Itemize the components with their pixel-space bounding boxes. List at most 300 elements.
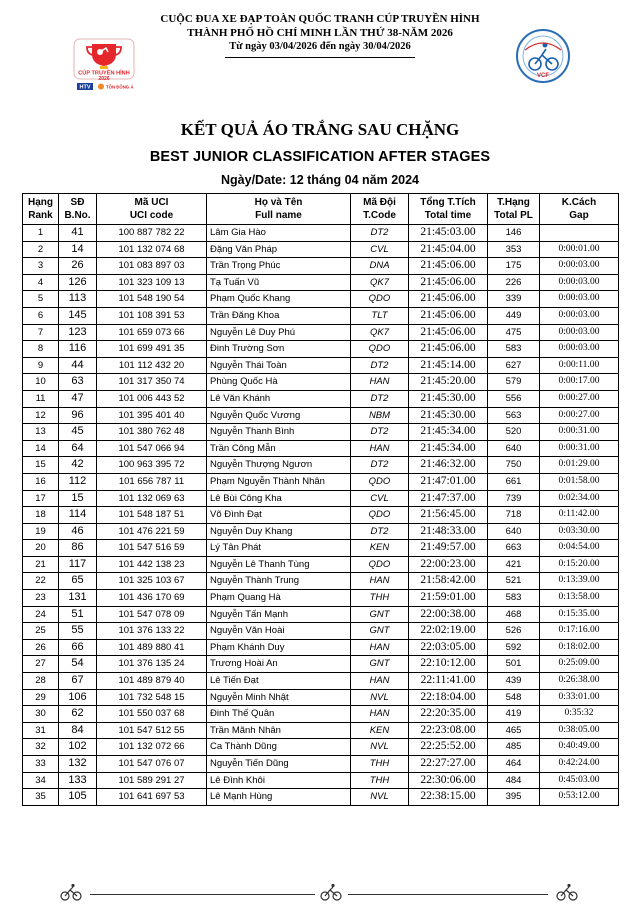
table-row bbox=[23, 307, 619, 324]
table-row bbox=[23, 357, 619, 374]
cell-total-time: 21:56:45.00 bbox=[409, 507, 488, 524]
cell-gap: 0:01:29.00 bbox=[540, 457, 619, 474]
table-row bbox=[23, 739, 619, 756]
cell-rider-name: Nguyễn Thành Trung bbox=[207, 573, 351, 590]
table-row bbox=[23, 390, 619, 407]
cell-uci-code: 101 699 491 35 bbox=[97, 341, 207, 358]
cell-gap: 0:38:05.00 bbox=[540, 722, 619, 739]
cell-total-pl: 226 bbox=[488, 274, 540, 291]
cell-team-code: QK7 bbox=[351, 324, 409, 341]
cell-rank: 25 bbox=[23, 623, 59, 640]
cell-gap: 0:18:02.00 bbox=[540, 639, 619, 656]
cell-uci-code: 101 006 443 52 bbox=[97, 390, 207, 407]
cell-total-time: 22:10:12.00 bbox=[409, 656, 488, 673]
cell-bib-number: 113 bbox=[59, 291, 97, 308]
cell-total-time: 21:45:06.00 bbox=[409, 274, 488, 291]
cell-total-time: 22:18:04.00 bbox=[409, 689, 488, 706]
cell-total-time: 22:30:06.00 bbox=[409, 772, 488, 789]
cell-uci-code: 101 476 221 59 bbox=[97, 523, 207, 540]
cell-rank: 9 bbox=[23, 357, 59, 374]
table-row bbox=[23, 722, 619, 739]
footer-rule-left bbox=[90, 894, 315, 895]
cell-total-pl: 583 bbox=[488, 341, 540, 358]
cell-rank: 34 bbox=[23, 772, 59, 789]
table-row bbox=[23, 639, 619, 656]
cell-bib-number: 117 bbox=[59, 556, 97, 573]
cell-total-pl: 718 bbox=[488, 507, 540, 524]
cell-uci-code: 101 659 073 66 bbox=[97, 324, 207, 341]
cell-total-pl: 663 bbox=[488, 540, 540, 557]
cell-total-pl: 556 bbox=[488, 390, 540, 407]
cell-team-code: THH bbox=[351, 772, 409, 789]
cell-rider-name: Nguyễn Thanh Bình bbox=[207, 424, 351, 441]
cell-team-code: HAN bbox=[351, 673, 409, 690]
cell-gap: 0:00:31.00 bbox=[540, 440, 619, 457]
cell-total-pl: 146 bbox=[488, 225, 540, 242]
cell-rider-name: Đặng Văn Pháp bbox=[207, 241, 351, 258]
cell-gap: 0:40:49.00 bbox=[540, 739, 619, 756]
cell-gap: 0:04:54.00 bbox=[540, 540, 619, 557]
cell-gap: 0:33:01.00 bbox=[540, 689, 619, 706]
cell-uci-code: 101 548 187 51 bbox=[97, 507, 207, 524]
report-date: Ngày/Date: 12 tháng 04 năm 2024 bbox=[221, 173, 419, 187]
cell-rider-name: Nguyễn Thượng Ngươn bbox=[207, 457, 351, 474]
cell-gap: 0:03:30.00 bbox=[540, 523, 619, 540]
cell-rank: 8 bbox=[23, 341, 59, 358]
cell-uci-code: 101 376 135 24 bbox=[97, 656, 207, 673]
cell-bib-number: 112 bbox=[59, 473, 97, 490]
cell-total-pl: 592 bbox=[488, 639, 540, 656]
cell-rider-name: Phùng Quốc Hà bbox=[207, 374, 351, 391]
cell-rider-name: Lê Văn Khánh bbox=[207, 390, 351, 407]
cell-rider-name: Nguyễn Thái Toàn bbox=[207, 357, 351, 374]
cell-gap: 0:13:39.00 bbox=[540, 573, 619, 590]
event-title-line2: THÀNH PHỐ HỒ CHÍ MINH LẦN THỨ 38-NĂM 2026 bbox=[187, 27, 453, 39]
cell-uci-code: 101 323 109 13 bbox=[97, 274, 207, 291]
cell-total-time: 22:23:08.00 bbox=[409, 722, 488, 739]
cell-total-pl: 339 bbox=[488, 291, 540, 308]
cell-gap: 0:17:16.00 bbox=[540, 623, 619, 640]
cell-rank: 5 bbox=[23, 291, 59, 308]
cell-rank: 21 bbox=[23, 556, 59, 573]
cup-truyen-hinh-logo bbox=[70, 38, 138, 92]
cell-rider-name: Nguyễn Quốc Vương bbox=[207, 407, 351, 424]
cell-team-code: NBM bbox=[351, 407, 409, 424]
cell-total-time: 21:45:04.00 bbox=[409, 241, 488, 258]
cell-rank: 14 bbox=[23, 440, 59, 457]
cell-team-code: CVL bbox=[351, 241, 409, 258]
cell-uci-code: 101 547 516 59 bbox=[97, 540, 207, 557]
cell-bib-number: 96 bbox=[59, 407, 97, 424]
cell-team-code: GNT bbox=[351, 606, 409, 623]
cell-rank: 2 bbox=[23, 241, 59, 258]
cell-team-code: HAN bbox=[351, 573, 409, 590]
cell-bib-number: 64 bbox=[59, 440, 97, 457]
col-header-gap: K.Cách Gap bbox=[540, 194, 619, 225]
cell-rider-name: Ca Thành Dũng bbox=[207, 739, 351, 756]
table-row bbox=[23, 507, 619, 524]
cell-rider-name: Đinh Thế Quân bbox=[207, 706, 351, 723]
cell-rider-name: Lâm Gia Hào bbox=[207, 225, 351, 242]
cell-bib-number: 65 bbox=[59, 573, 97, 590]
cell-rank: 28 bbox=[23, 673, 59, 690]
cell-uci-code: 101 132 069 63 bbox=[97, 490, 207, 507]
cell-total-time: 21:45:14.00 bbox=[409, 357, 488, 374]
table-row bbox=[23, 241, 619, 258]
cell-rider-name: Đinh Trường Sơn bbox=[207, 341, 351, 358]
cell-team-code: CVL bbox=[351, 490, 409, 507]
cell-uci-code: 101 317 350 74 bbox=[97, 374, 207, 391]
table-row bbox=[23, 689, 619, 706]
cell-team-code: HAN bbox=[351, 706, 409, 723]
table-row bbox=[23, 772, 619, 789]
cell-bib-number: 62 bbox=[59, 706, 97, 723]
cell-rank: 7 bbox=[23, 324, 59, 341]
cell-uci-code: 101 547 076 07 bbox=[97, 756, 207, 773]
cell-rank: 35 bbox=[23, 789, 59, 806]
cell-total-time: 22:03:05.00 bbox=[409, 639, 488, 656]
cell-team-code: DT2 bbox=[351, 225, 409, 242]
table-row bbox=[23, 407, 619, 424]
table-row bbox=[23, 324, 619, 341]
cell-bib-number: 63 bbox=[59, 374, 97, 391]
cell-team-code: THH bbox=[351, 756, 409, 773]
cell-total-time: 21:46:32.00 bbox=[409, 457, 488, 474]
cell-total-time: 22:00:38.00 bbox=[409, 606, 488, 623]
cell-gap: 0:45:03.00 bbox=[540, 772, 619, 789]
cell-uci-code: 101 589 291 27 bbox=[97, 772, 207, 789]
cell-gap: 0:01:58.00 bbox=[540, 473, 619, 490]
cell-bib-number: 114 bbox=[59, 507, 97, 524]
cell-rank: 11 bbox=[23, 390, 59, 407]
cell-total-time: 21:45:06.00 bbox=[409, 341, 488, 358]
cell-rank: 19 bbox=[23, 523, 59, 540]
cell-uci-code: 101 083 897 03 bbox=[97, 258, 207, 275]
col-header-time: Tổng T.Tích Total time bbox=[409, 194, 488, 225]
cell-team-code: DT2 bbox=[351, 457, 409, 474]
cell-total-time: 22:00:23.00 bbox=[409, 556, 488, 573]
cell-bib-number: 42 bbox=[59, 457, 97, 474]
cell-rider-name: Lê Tiến Đạt bbox=[207, 673, 351, 690]
cell-total-pl: 465 bbox=[488, 722, 540, 739]
cell-uci-code: 101 112 432 20 bbox=[97, 357, 207, 374]
table-row bbox=[23, 556, 619, 573]
cell-gap: 0:53:12.00 bbox=[540, 789, 619, 806]
cell-bib-number: 67 bbox=[59, 673, 97, 690]
cell-team-code: NVL bbox=[351, 789, 409, 806]
cell-total-time: 21:47:01.00 bbox=[409, 473, 488, 490]
cell-rank: 30 bbox=[23, 706, 59, 723]
cell-uci-code: 100 887 782 22 bbox=[97, 225, 207, 242]
cell-gap: 0:02:34.00 bbox=[540, 490, 619, 507]
cell-rank: 29 bbox=[23, 689, 59, 706]
cell-uci-code: 101 548 190 54 bbox=[97, 291, 207, 308]
results-table bbox=[22, 193, 619, 806]
table-row bbox=[23, 258, 619, 275]
cell-total-pl: 739 bbox=[488, 490, 540, 507]
cell-rider-name: Nguyễn Lê Thanh Tùng bbox=[207, 556, 351, 573]
cyclist-icon bbox=[556, 883, 578, 901]
cell-team-code: DT2 bbox=[351, 390, 409, 407]
cell-total-time: 21:45:06.00 bbox=[409, 324, 488, 341]
cell-rider-name: Tạ Tuấn Vũ bbox=[207, 274, 351, 291]
cell-rider-name: Lê Bùi Công Kha bbox=[207, 490, 351, 507]
cell-total-pl: 484 bbox=[488, 772, 540, 789]
cell-total-time: 21:45:34.00 bbox=[409, 440, 488, 457]
cell-total-time: 22:20:35.00 bbox=[409, 706, 488, 723]
cell-bib-number: 116 bbox=[59, 341, 97, 358]
cell-gap: 0:00:03.00 bbox=[540, 341, 619, 358]
col-header-name: Họ và Tên Full name bbox=[207, 194, 351, 225]
cell-rank: 31 bbox=[23, 722, 59, 739]
cell-team-code: DT2 bbox=[351, 523, 409, 540]
cell-uci-code: 101 395 401 40 bbox=[97, 407, 207, 424]
cell-rider-name: Lê Mạnh Hùng bbox=[207, 789, 351, 806]
cell-team-code: HAN bbox=[351, 639, 409, 656]
cell-bib-number: 47 bbox=[59, 390, 97, 407]
col-header-bib: SĐ B.No. bbox=[59, 194, 97, 225]
cell-bib-number: 66 bbox=[59, 639, 97, 656]
cell-rank: 18 bbox=[23, 507, 59, 524]
table-row bbox=[23, 789, 619, 806]
table-row bbox=[23, 756, 619, 773]
cell-bib-number: 106 bbox=[59, 689, 97, 706]
cell-uci-code: 100 963 395 72 bbox=[97, 457, 207, 474]
cell-gap: 0:15:35.00 bbox=[540, 606, 619, 623]
cell-rider-name: Phạm Khánh Duy bbox=[207, 639, 351, 656]
cell-bib-number: 102 bbox=[59, 739, 97, 756]
svg-text:VCF: VCF bbox=[537, 73, 549, 79]
cell-total-pl: 475 bbox=[488, 324, 540, 341]
cell-uci-code: 101 325 103 67 bbox=[97, 573, 207, 590]
cell-bib-number: 41 bbox=[59, 225, 97, 242]
cell-total-pl: 468 bbox=[488, 606, 540, 623]
cell-team-code: QDO bbox=[351, 341, 409, 358]
cell-gap: 0:00:03.00 bbox=[540, 258, 619, 275]
table-row bbox=[23, 457, 619, 474]
cell-team-code: KEN bbox=[351, 540, 409, 557]
svg-text:TÔN ĐÔNG Á: TÔN ĐÔNG Á bbox=[106, 84, 134, 90]
cyclist-icon bbox=[320, 883, 342, 901]
table-row bbox=[23, 590, 619, 607]
cell-total-pl: 583 bbox=[488, 590, 540, 607]
cell-bib-number: 44 bbox=[59, 357, 97, 374]
cell-team-code: NVL bbox=[351, 739, 409, 756]
table-row bbox=[23, 573, 619, 590]
cell-uci-code: 101 547 066 94 bbox=[97, 440, 207, 457]
table-row bbox=[23, 473, 619, 490]
cell-bib-number: 84 bbox=[59, 722, 97, 739]
cell-total-pl: 579 bbox=[488, 374, 540, 391]
cell-bib-number: 145 bbox=[59, 307, 97, 324]
cell-gap: 0:00:01.00 bbox=[540, 241, 619, 258]
cell-gap: 0:15:20.00 bbox=[540, 556, 619, 573]
table-row bbox=[23, 523, 619, 540]
cell-gap: 0:26:38.00 bbox=[540, 673, 619, 690]
cell-team-code: QDO bbox=[351, 291, 409, 308]
cell-uci-code: 101 656 787 11 bbox=[97, 473, 207, 490]
cell-total-pl: 464 bbox=[488, 756, 540, 773]
cell-team-code: QDO bbox=[351, 507, 409, 524]
header-divider bbox=[225, 57, 415, 58]
cyclist-icon bbox=[60, 883, 82, 901]
cell-uci-code: 101 489 880 41 bbox=[97, 639, 207, 656]
cell-bib-number: 54 bbox=[59, 656, 97, 673]
cell-rider-name: Lý Tân Phát bbox=[207, 540, 351, 557]
cell-rider-name: Trần Đăng Khoa bbox=[207, 307, 351, 324]
table-row bbox=[23, 673, 619, 690]
cell-rank: 13 bbox=[23, 424, 59, 441]
cell-bib-number: 126 bbox=[59, 274, 97, 291]
cell-uci-code: 101 442 138 23 bbox=[97, 556, 207, 573]
event-title-line1: CUỘC ĐUA XE ĐẠP TOÀN QUỐC TRANH CÚP TRUYỀN HÌNH bbox=[160, 13, 480, 25]
table-row bbox=[23, 440, 619, 457]
cell-bib-number: 46 bbox=[59, 523, 97, 540]
cell-gap: 0:42:24.00 bbox=[540, 756, 619, 773]
cell-total-time: 21:47:37.00 bbox=[409, 490, 488, 507]
cell-rider-name: Phạm Quốc Khang bbox=[207, 291, 351, 308]
table-row bbox=[23, 341, 619, 358]
cell-rider-name: Trương Hoài An bbox=[207, 656, 351, 673]
cell-uci-code: 101 489 879 40 bbox=[97, 673, 207, 690]
cell-team-code: HAN bbox=[351, 374, 409, 391]
cell-rank: 6 bbox=[23, 307, 59, 324]
cell-total-pl: 419 bbox=[488, 706, 540, 723]
cell-team-code: HAN bbox=[351, 440, 409, 457]
cell-total-pl: 640 bbox=[488, 440, 540, 457]
cell-total-time: 22:27:27.00 bbox=[409, 756, 488, 773]
cell-rider-name: Lê Đình Khôi bbox=[207, 772, 351, 789]
cell-gap: 0:25:09.00 bbox=[540, 656, 619, 673]
cell-total-time: 21:45:06.00 bbox=[409, 307, 488, 324]
cell-gap: 0:13:58.00 bbox=[540, 590, 619, 607]
cell-total-time: 21:49:57.00 bbox=[409, 540, 488, 557]
table-row bbox=[23, 706, 619, 723]
cell-rider-name: Nguyễn Tiến Dũng bbox=[207, 756, 351, 773]
cell-team-code: GNT bbox=[351, 656, 409, 673]
cell-gap: 0:35:32 bbox=[540, 706, 619, 723]
cell-team-code: DNA bbox=[351, 258, 409, 275]
cell-total-time: 21:45:06.00 bbox=[409, 291, 488, 308]
col-header-uci: Mã UCI UCI code bbox=[97, 194, 207, 225]
cell-gap: 0:00:03.00 bbox=[540, 291, 619, 308]
table-row bbox=[23, 606, 619, 623]
svg-text:CÚP TRUYỀN HÌNH: CÚP TRUYỀN HÌNH bbox=[78, 70, 130, 77]
cell-rank: 24 bbox=[23, 606, 59, 623]
cell-team-code: QDO bbox=[351, 473, 409, 490]
cell-rider-name: Nguyễn Văn Hoài bbox=[207, 623, 351, 640]
cell-gap: 0:00:11.00 bbox=[540, 357, 619, 374]
table-header-row bbox=[23, 194, 619, 225]
page-footer bbox=[0, 880, 640, 905]
cell-total-time: 22:02:19.00 bbox=[409, 623, 488, 640]
cell-gap: 0:00:31.00 bbox=[540, 424, 619, 441]
cell-rank: 16 bbox=[23, 473, 59, 490]
cell-team-code: DT2 bbox=[351, 424, 409, 441]
cell-team-code: QDO bbox=[351, 556, 409, 573]
cell-rider-name: Phạm Nguyễn Thành Nhân bbox=[207, 473, 351, 490]
cell-total-pl: 627 bbox=[488, 357, 540, 374]
cell-uci-code: 101 376 133 22 bbox=[97, 623, 207, 640]
cell-total-pl: 449 bbox=[488, 307, 540, 324]
cell-gap: 0:00:27.00 bbox=[540, 390, 619, 407]
cell-bib-number: 123 bbox=[59, 324, 97, 341]
cell-uci-code: 101 132 072 66 bbox=[97, 739, 207, 756]
cell-total-time: 22:25:52.00 bbox=[409, 739, 488, 756]
cell-bib-number: 133 bbox=[59, 772, 97, 789]
cell-bib-number: 131 bbox=[59, 590, 97, 607]
cell-gap: 0:00:03.00 bbox=[540, 307, 619, 324]
cell-uci-code: 101 641 697 53 bbox=[97, 789, 207, 806]
cell-total-pl: 175 bbox=[488, 258, 540, 275]
cell-total-time: 21:45:34.00 bbox=[409, 424, 488, 441]
cell-bib-number: 26 bbox=[59, 258, 97, 275]
cell-total-pl: 750 bbox=[488, 457, 540, 474]
cell-total-time: 21:45:20.00 bbox=[409, 374, 488, 391]
cell-rider-name: Nguyễn Tấn Mạnh bbox=[207, 606, 351, 623]
cell-bib-number: 132 bbox=[59, 756, 97, 773]
cell-total-pl: 395 bbox=[488, 789, 540, 806]
cell-total-time: 21:48:33.00 bbox=[409, 523, 488, 540]
cell-total-pl: 501 bbox=[488, 656, 540, 673]
cell-rider-name: Trần Công Mẫn bbox=[207, 440, 351, 457]
cell-rank: 27 bbox=[23, 656, 59, 673]
cell-total-time: 21:45:30.00 bbox=[409, 390, 488, 407]
cell-bib-number: 105 bbox=[59, 789, 97, 806]
cell-total-time: 22:38:15.00 bbox=[409, 789, 488, 806]
table-row bbox=[23, 656, 619, 673]
cell-gap: 0:11:42.00 bbox=[540, 507, 619, 524]
table-row bbox=[23, 424, 619, 441]
cell-total-pl: 485 bbox=[488, 739, 540, 756]
cell-rider-name: Nguyễn Minh Nhật bbox=[207, 689, 351, 706]
cell-total-time: 22:11:41.00 bbox=[409, 673, 488, 690]
cell-team-code: GNT bbox=[351, 623, 409, 640]
col-header-team: Mã Đội T.Code bbox=[351, 194, 409, 225]
cell-rank: 23 bbox=[23, 590, 59, 607]
cell-uci-code: 101 547 512 55 bbox=[97, 722, 207, 739]
cell-total-pl: 421 bbox=[488, 556, 540, 573]
cell-rider-name: Nguyễn Duy Khang bbox=[207, 523, 351, 540]
cell-gap: 0:00:03.00 bbox=[540, 324, 619, 341]
cell-rank: 3 bbox=[23, 258, 59, 275]
table-row bbox=[23, 540, 619, 557]
cell-team-code: KEN bbox=[351, 722, 409, 739]
cell-uci-code: 101 108 391 53 bbox=[97, 307, 207, 324]
cell-gap bbox=[540, 225, 619, 242]
cell-rank: 1 bbox=[23, 225, 59, 242]
col-header-total-pl: T.Hạng Total PL bbox=[488, 194, 540, 225]
classification-title-vn: KẾT QUẢ ÁO TRẮNG SAU CHẶNG bbox=[180, 120, 460, 139]
cell-gap: 0:00:17.00 bbox=[540, 374, 619, 391]
cell-rider-name: Trần Trọng Phúc bbox=[207, 258, 351, 275]
cell-team-code: QK7 bbox=[351, 274, 409, 291]
table-row bbox=[23, 291, 619, 308]
cell-total-pl: 521 bbox=[488, 573, 540, 590]
cell-total-pl: 563 bbox=[488, 407, 540, 424]
cell-uci-code: 101 547 078 09 bbox=[97, 606, 207, 623]
cell-total-time: 21:45:03.00 bbox=[409, 225, 488, 242]
cell-team-code: TLT bbox=[351, 307, 409, 324]
cell-rank: 33 bbox=[23, 756, 59, 773]
table-row bbox=[23, 374, 619, 391]
svg-text:2026: 2026 bbox=[98, 76, 110, 82]
cell-total-pl: 526 bbox=[488, 623, 540, 640]
cell-total-time: 21:58:42.00 bbox=[409, 573, 488, 590]
cell-total-pl: 548 bbox=[488, 689, 540, 706]
cell-gap: 0:00:27.00 bbox=[540, 407, 619, 424]
cell-rank: 26 bbox=[23, 639, 59, 656]
